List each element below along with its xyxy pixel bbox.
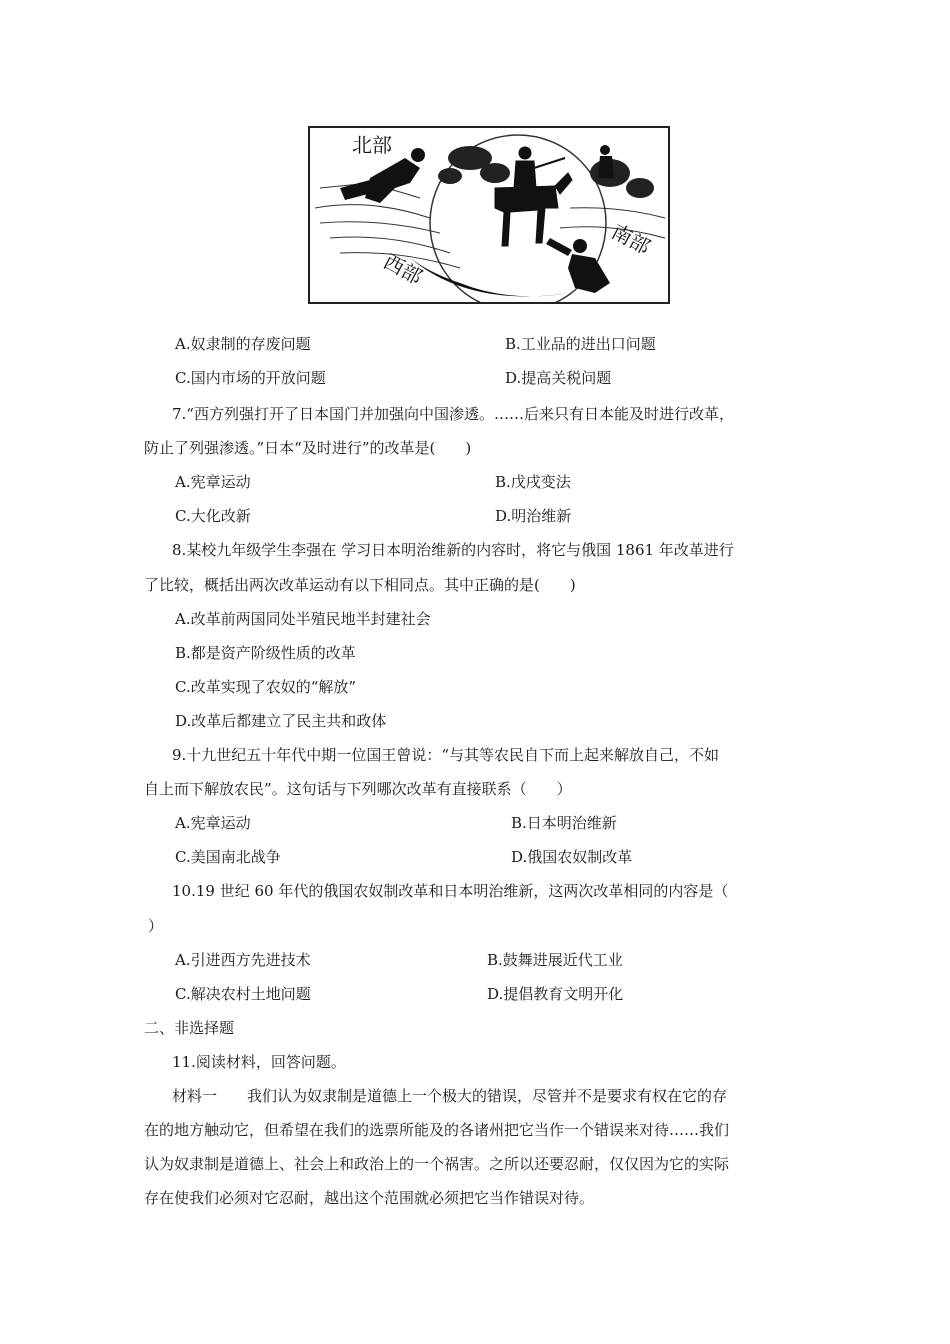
q10-option-a: A.引进西方先进技术 (175, 951, 311, 969)
q10-option-c: C.解决农村土地问题 (175, 985, 311, 1003)
q7-stem-line2: 防止了列强渗透。”日本“及时进行”的改革是( ) (144, 439, 472, 457)
q8-option-c: C.改革实现了农奴的“解放” (175, 678, 357, 696)
q9-stem-line1: 9.十九世纪五十年代中期一位国王曾说：“与其等农民自下而上起来解放自己，不如 (172, 746, 719, 764)
q10-option-d: D.提倡教育文明开化 (487, 985, 624, 1003)
q11-material1-line2: 在的地方触动它，但希望在我们的选票所能及的各诸州把它当作一个错误来对待……我们 (144, 1121, 730, 1139)
q11-material1-line1: 材料一 我们认为奴隶制是道德上一个极大的错误，尽管并不是要求有权在它的存 (172, 1087, 728, 1105)
q8-option-b: B.都是资产阶级性质的改革 (175, 644, 356, 662)
q7-option-b: B.戊戌变法 (495, 473, 571, 491)
q6-option-c: C.国内市场的开放问题 (175, 369, 326, 387)
q9-option-c: C.美国南北战争 (175, 848, 281, 866)
q9-option-a: A.宪章运动 (175, 814, 251, 832)
q8-option-a: A.改革前两国同处半殖民地半封建社会 (175, 610, 431, 628)
q9-option-d: D.俄国农奴制改革 (511, 848, 633, 866)
q11-stem: 11.阅读材料，回答问题。 (172, 1053, 346, 1071)
q6-option-b: B.工业品的进出口问题 (505, 335, 656, 353)
q11-material1-line4: 存在使我们必须对它忍耐，越出这个范围就必须把它当作错误对待。 (144, 1189, 595, 1207)
q8-stem-line2: 了比较，概括出两次改革运动有以下相同点。其中正确的是( ) (144, 576, 576, 594)
label-south: 南部 (607, 219, 655, 260)
q11-material1-line3: 认为奴隶制是道德上、社会上和政治上的一个祸害。之所以还要忍耐，仅仅因为它的实际 (144, 1155, 730, 1173)
q9-stem-line2: 自上而下解放农民”。这句话与下列哪次改革有直接联系（ ） (144, 780, 572, 798)
label-north: 北部 (352, 133, 392, 157)
q10-option-b: B.鼓舞进展近代工业 (487, 951, 623, 969)
cartoon-illustration (308, 126, 670, 304)
q10-stem-line2: ） (148, 917, 164, 935)
label-west: 西部 (379, 249, 427, 290)
q8-stem-line1: 8.某校九年级学生李强在 学习日本明治维新的内容时，将它与俄国 1861 年改革进行 (172, 541, 734, 559)
q6-option-d: D.提高关税问题 (505, 369, 612, 387)
q7-stem-line1: 7.“西方列强打开了日本国门并加强向中国渗透。……后来只有日本能及时进行改革， (172, 405, 734, 423)
section2-title: 二、非选择题 (144, 1019, 235, 1037)
q7-option-a: A.宪章运动 (175, 473, 251, 491)
q7-option-c: C.大化改新 (175, 507, 251, 525)
q6-option-a: A.奴隶制的存废问题 (175, 335, 311, 353)
cartoon-drawing (310, 128, 668, 302)
q7-option-d: D.明治维新 (495, 507, 572, 525)
q10-stem-line1: 10.19 世纪 60 年代的俄国农奴制改革和日本明治维新，这两次改革相同的内容是（ (172, 882, 729, 900)
q8-option-d: D.改革后都建立了民主共和政体 (175, 712, 387, 730)
q9-option-b: B.日本明治维新 (511, 814, 617, 832)
